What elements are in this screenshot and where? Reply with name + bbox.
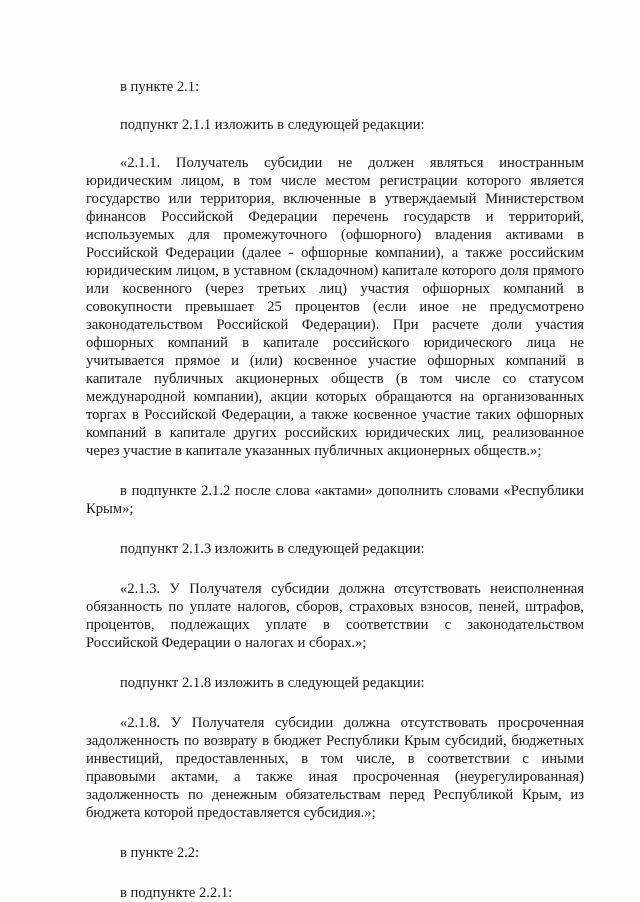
- paragraph-subitem-2-1-8-text: «2.1.8. У Получателя субсидии должна отсутствовать просроченная задолженность по возврату в бюджет Республики Крым субсидий, бюджетных инвестиций, предоставленных, в том числе, в соответствии с иными правовыми актами, а также иная просроченная (неурегулированная) задолженность по денежным обязательствам перед Республикой Крым, из бюджета которой предоставляется субсидия.»;: [86, 715, 584, 821]
- document-body: [86, 78, 584, 902]
- paragraph-subitem-2-1-1-intro: подпункт 2.1.1 изложить в следующей редакции:: [120, 117, 425, 133]
- paragraph-subitem-2-1-3-intro: подпункт 2.1.3 изложить в следующей редакции:: [120, 541, 425, 557]
- paragraph-item-2-2: в пункте 2.2:: [120, 845, 200, 861]
- paragraph-item-2-1: в пункте 2.1:: [120, 79, 200, 95]
- paragraph-subitem-2-1-1-text: «2.1.1. Получатель субсидии не должен являться иностранным юридическим лицом, в том числе местом регистрации которого является государство или территория, включенные в утверждаемый Министерством финансов Российской Федерации перечень государств и территорий, используемых для промежуточного (офшорного) владения активами в Российской Федерации (далее - офшорные компании), а также российским юридическим лицом, в уставном (складочном) капитале которого доля прямого или косвенного (через третьих лиц) участия офшорных компаний в совокупности превышает 25 процентов (если иное не предусмотрено законодательством Российской Федерации). При расчете доли участия офшорных компаний в капитале российского юридического лица не учитывается прямое и (или) косвенное участие офшорных компаний в капитале публичных акционерных обществ (в том числе со статусом международной компании), акции которых обращаются на организованных торгах в Российской Федерации, а также косвенное участие таких офшорных компаний в капитале других российских юридических лиц, реализованное через участие в капитале указанных публичных акционерных обществ.»;: [86, 155, 584, 459]
- paragraph-subitem-2-1-3-text: «2.1.3. У Получателя субсидии должна отсутствовать неисполненная обязанность по уплате налогов, сборов, страховых взносов, пеней, штрафов, процентов, подлежащих уплате в соответствии с законодательством Российской Федерации о налогах и сборах.»;: [86, 581, 584, 651]
- paragraph-subitem-2-1-2: в подпункте 2.1.2 после слова «актами» дополнить словами «Республики Крым»;: [86, 483, 584, 517]
- paragraph-subitem-2-1-8-intro: подпункт 2.1.8 изложить в следующей редакции:: [120, 675, 425, 691]
- paragraph-subitem-2-2-1: в подпункте 2.2.1:: [120, 885, 233, 901]
